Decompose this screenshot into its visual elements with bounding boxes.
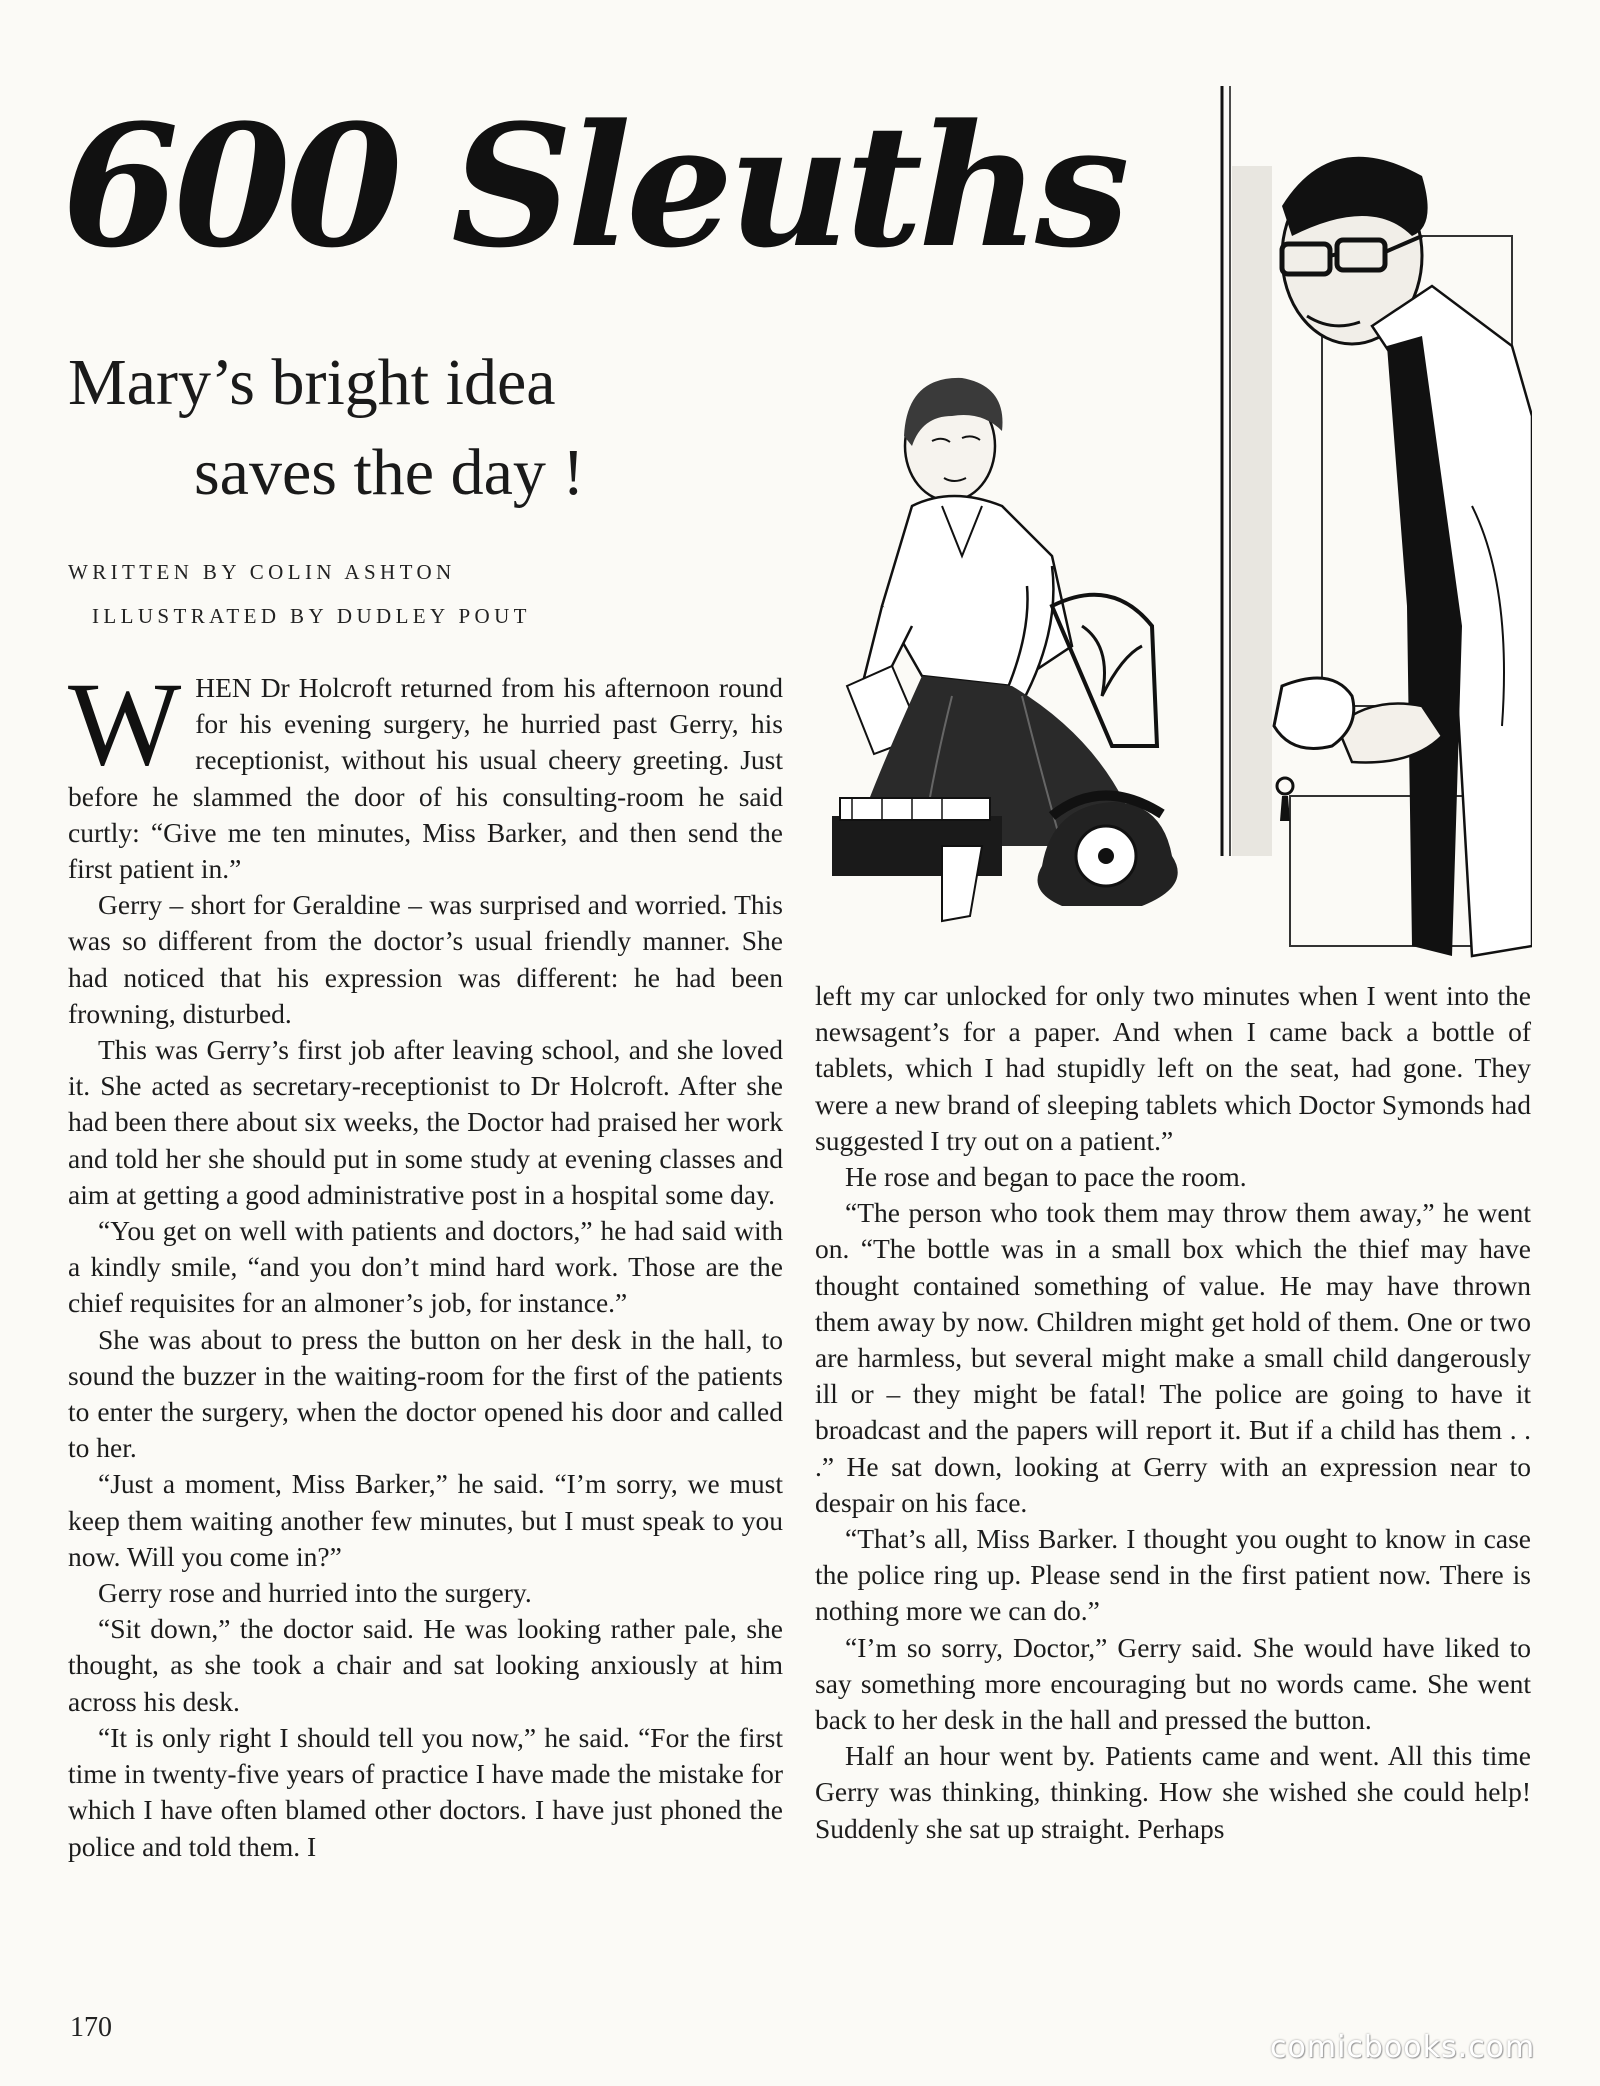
paragraph: Half an hour went by. Patients came and went. All this time Gerry was thinking, thinking. How she wished she could help! Suddenly she sat up straight. Perhaps [815, 1740, 1531, 1844]
paragraph: “It is only right I should tell you now,” he said. “For the first time in twenty-five years of practice I have made the mistake for which I have often blamed other doctors. I have just phoned the police and told them. I [68, 1721, 783, 1862]
left-column [68, 657, 783, 1865]
headline-line-2: saves the day ! [194, 436, 585, 509]
watermark: comicbooks.com [1270, 2030, 1536, 2065]
illustrator-credit: ILLUSTRATED BY DUDLEY POUT [92, 604, 531, 628]
author-credit: WRITTEN BY COLIN ASHTON [68, 560, 456, 584]
paragraph: “Just a moment, Miss Barker,” he said. “I’m sorry, we must keep them waiting another few minutes, but I must speak to you now. Will you come in?” [68, 1468, 783, 1572]
credits [68, 550, 668, 638]
headline [68, 338, 668, 518]
right-column [815, 978, 1531, 1847]
paragraph [68, 657, 783, 887]
page-number: 170 [70, 2012, 112, 2043]
paragraph: “Sit down,” the doctor said. He was looking rather pale, she thought, as she took a chair and sat looking anxiously at him across his desk. [68, 1613, 783, 1717]
drop-cap: W [68, 657, 182, 790]
story-illustration [812, 86, 1532, 986]
paragraph: “That’s all, Miss Barker. I thought you ought to know in case the police ring up. Please send in the first patient now. There is nothing more we can do.” [815, 1523, 1531, 1627]
paragraph: This was Gerry’s first job after leaving school, and she loved it. She acted as secretary-receptionist to Dr Holcroft. After she had been there about six weeks, the Doctor had praised her work and told her she should put in some study at evening classes and aim at getting a good administrative post in a hospital some day. [68, 1034, 783, 1210]
paragraph: She was about to press the button on her desk in the hall, to sound the buzzer in the waiting-room for the first of the patients to enter the surgery, when the doctor opened his door and called to her. [68, 1323, 783, 1464]
paragraph: left my car unlocked for only two minutes when I went into the newsagent’s for a paper. And when I came back a bottle of tablets, which I had stupidly left on the seat, had gone. They were a new brand of sleeping tablets which Doctor Symonds had suggested I try out on a patient.” [815, 980, 1531, 1156]
paragraph: Gerry rose and hurried into the surgery. [98, 1577, 532, 1609]
paragraph-text: HEN Dr Holcroft returned from his afternoon round for his evening surgery, he hurried past Gerry, his receptionist, without his usual cheery greeting. Just before he slammed the door of his consulting-room he said curtly: “Give me ten minutes, Miss Barker, and then send the first patient in.” [68, 672, 783, 885]
paragraph: “You get on well with patients and doctors,” he had said with a kindly smile, “and you don’t mind hard work. Those are the chief requisites for an almoner’s job, for instance.” [68, 1215, 783, 1319]
series-title: 600 Sleuths [62, 87, 1125, 285]
paragraph: “I’m so sorry, Doctor,” Gerry said. She would have liked to say something more encouraging but no words came. She went back to her desk in the hall and pressed the button. [815, 1631, 1531, 1736]
headline-line-1: Mary’s bright idea [68, 346, 556, 419]
paragraph: Gerry – short for Geraldine – was surprised and worried. This was so different from the doctor’s usual friendly manner. She had noticed that his expression was different: he had been frowning, disturbed. [68, 889, 783, 1029]
paragraph: “The person who took them may throw them away,” he went on. “The bottle was in a small box which the thief may have thought contained something of value. He may have thrown them away by now. Children might get hold of them. One or two are harmless, but several might make a small child dangerously ill or – they might be fatal! The police are going to have it broadcast and the papers will report it. But if a child has them . . .” He sat down, looking at Gerry with an expression near to despair on his face. [815, 1197, 1531, 1518]
paragraph: He rose and began to pace the room. [845, 1161, 1247, 1193]
